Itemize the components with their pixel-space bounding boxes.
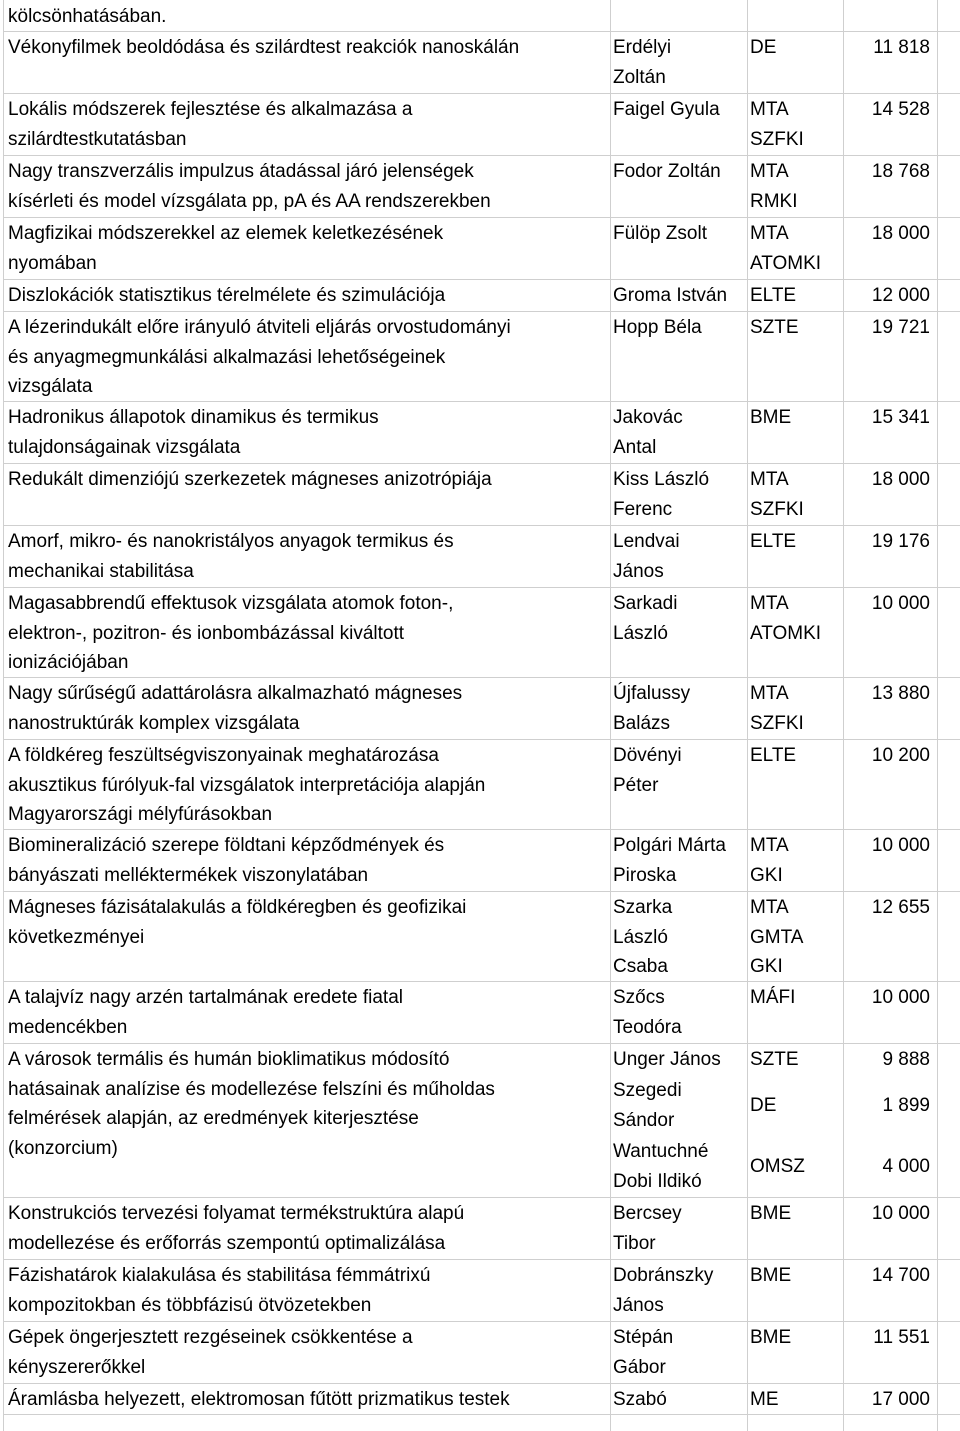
- institution: MTA RMKI: [750, 161, 798, 212]
- grant-amount: 18 000: [871, 223, 930, 244]
- grant-amount: 11 551: [873, 1327, 930, 1348]
- grant-amount: 14 700: [871, 1265, 930, 1286]
- project-title: Lokális módszerek fejlesztése és alkalmazása a szilárdtestkutatásban: [8, 99, 413, 150]
- grant-amount: 10 200: [871, 745, 930, 766]
- researcher-name: Hopp Béla: [613, 317, 702, 338]
- project-title: Hadronikus állapotok dinamikus és termikus tulajdonságainak vizsgálata: [8, 407, 379, 458]
- project-title: Mágneses fázisátalakulás a földkéregben és geofizikai következményei: [8, 897, 467, 948]
- grant-amount: 10 000: [871, 987, 930, 1008]
- row-divider: [3, 401, 960, 402]
- project-title: A lézerindukált előre irányuló átviteli eljárás orvostudományi és anyagmegmunkálási alkalmazási lehetőségeinek vizsgálata: [8, 317, 511, 397]
- researcher-name: Szabó: [613, 1389, 667, 1410]
- project-title: Diszlokációk statisztikus térelmélete és szimulációja: [8, 285, 446, 306]
- project-title: Gépek öngerjesztett rezgéseinek csökkentése a kényszererőkkel: [8, 1327, 413, 1378]
- grant-amount: 10 000: [871, 1203, 930, 1224]
- institution: MTA SZFKI: [750, 469, 804, 520]
- researcher-name: Faigel Gyula: [613, 99, 720, 120]
- row-divider: [3, 1383, 960, 1384]
- project-title: A városok termális és humán bioklimatikus módosító hatásainak analízise és modellezése felszíni és műholdas felmérések alapján, az eredmények kiterjesztése (konzorcium): [8, 1049, 495, 1159]
- researcher-name: Unger János: [613, 1049, 721, 1070]
- researcher-name: Szőcs Teodóra: [613, 987, 682, 1038]
- institution: MTA GKI: [750, 835, 789, 886]
- row-divider: [3, 981, 960, 982]
- grid-line: [610, 0, 611, 1431]
- row-divider: [3, 155, 960, 156]
- institution: OMSZ: [750, 1156, 805, 1177]
- grant-amount: 19 721: [871, 317, 930, 338]
- grid-line: [937, 0, 938, 1431]
- project-title: Magfizikai módszerekkel az elemek keletkezésének nyomában: [8, 223, 444, 274]
- institution: BME: [750, 1327, 792, 1348]
- researcher-name: Újfalussy Balázs: [613, 683, 691, 734]
- row-divider: [3, 279, 960, 280]
- grant-amount: 14 528: [871, 99, 930, 120]
- row-divider: [3, 1321, 960, 1322]
- grant-amount: 10 000: [871, 835, 930, 856]
- institution: BME: [750, 1203, 792, 1224]
- grant-amount: 4 000: [882, 1156, 930, 1177]
- grant-amount: 11 818: [873, 37, 930, 58]
- row-divider: [3, 739, 960, 740]
- row-divider: [3, 93, 960, 94]
- row-divider: [3, 891, 960, 892]
- project-title: Konstrukciós tervezési folyamat termékstruktúra alapú modellezése és erőforrás szempontú optimalizálása: [8, 1203, 465, 1254]
- row-divider: [3, 1043, 960, 1044]
- project-title: A talajvíz nagy arzén tartalmának eredete fiatal medencékben: [8, 987, 404, 1038]
- grid-line: [3, 0, 4, 1431]
- row-divider: [3, 31, 960, 32]
- project-title: Redukált dimenziójú szerkezetek mágneses anizotrópiája: [8, 469, 492, 490]
- researcher-name: Jakovác Antal: [613, 407, 683, 458]
- institution: MÁFI: [750, 987, 796, 1008]
- institution: MTA ATOMKI: [750, 593, 822, 644]
- project-title: A földkéreg feszültségviszonyainak meghatározása akusztikus fúrólyuk-fal vizsgálatok interpretációja alapján Magyarországi mélyfúrásokban: [8, 745, 486, 825]
- grant-amount: 18 000: [871, 469, 930, 490]
- institution: MTA GMTA GKI: [750, 897, 804, 977]
- project-title: Nagy sűrűségű adattárolásra alkalmazható mágneses nanostruktúrák komplex vizsgálata: [8, 683, 463, 734]
- researcher-name: Polgári Márta Piroska: [613, 835, 726, 886]
- institution: ELTE: [750, 745, 797, 766]
- project-title: Amorf, mikro- és nanokristályos anyagok termikus és mechanikai stabilitása: [8, 531, 454, 582]
- researcher-name: Sarkadi László: [613, 593, 678, 644]
- institution: DE: [750, 37, 777, 58]
- institution: ME: [750, 1389, 779, 1410]
- project-title: Fázishatárok kialakulása és stabilitása fémmátrixú kompozitokban és többfázisú ötvözetekben: [8, 1265, 431, 1316]
- researcher-name: Dövényi Péter: [613, 745, 682, 796]
- researcher-name: Wantuchné Dobi Ildikó: [613, 1141, 709, 1192]
- grant-amount: 19 176: [871, 531, 930, 552]
- institution: BME: [750, 407, 792, 428]
- grant-amount: 1 899: [882, 1095, 930, 1116]
- row-divider: [3, 677, 960, 678]
- row-divider: [3, 217, 960, 218]
- intro-text: kölcsönhatásában.: [8, 6, 167, 27]
- grant-amount: 12 000: [871, 285, 930, 306]
- project-title: Áramlásba helyezett, elektromosan fűtött prizmatikus testek: [8, 1389, 510, 1410]
- project-title: Vékonyfilmek beoldódása és szilárdtest reakciók nanoskálán: [8, 37, 520, 58]
- grant-amount: 12 655: [871, 897, 930, 918]
- row-divider: [3, 463, 960, 464]
- row-divider: [3, 1197, 960, 1198]
- project-title: Biomineralizáció szerepe földtani képződmények és bányászati melléktermékek viszonylatában: [8, 835, 445, 886]
- researcher-name: Fodor Zoltán: [613, 161, 721, 182]
- institution: MTA ATOMKI: [750, 223, 822, 274]
- researcher-name: Bercsey Tibor: [613, 1203, 682, 1254]
- institution: MTA SZFKI: [750, 683, 804, 734]
- project-title: Nagy transzverzális impulzus átadással járó jelenségek kísérleti és model vízsgálata pp, pA és AA rendszerekben: [8, 161, 491, 212]
- grant-amount: 9 888: [882, 1049, 930, 1070]
- grant-amount: 18 768: [871, 161, 930, 182]
- row-divider: [3, 525, 960, 526]
- institution: DE: [750, 1095, 777, 1116]
- researcher-name: Kiss László Ferenc: [613, 469, 710, 520]
- researcher-name: Lendvai János: [613, 531, 680, 582]
- researcher-name: Fülöp Zsolt: [613, 223, 707, 244]
- institution: BME: [750, 1265, 792, 1286]
- row-divider: [3, 311, 960, 312]
- institution: ELTE: [750, 531, 797, 552]
- grant-amount: 13 880: [871, 683, 930, 704]
- institution: SZTE: [750, 1049, 799, 1070]
- institution: SZTE: [750, 317, 799, 338]
- researcher-name: Szegedi Sándor: [613, 1080, 682, 1131]
- grant-amount: 17 000: [871, 1389, 930, 1410]
- researcher-name: Stépán Gábor: [613, 1327, 674, 1378]
- row-divider: [3, 1414, 960, 1415]
- researcher-name: Groma István: [613, 285, 728, 306]
- grant-amount: 15 341: [871, 407, 930, 428]
- researcher-name: Szarka László Csaba: [613, 897, 673, 977]
- grant-amount: 10 000: [871, 593, 930, 614]
- row-divider: [3, 587, 960, 588]
- researcher-name: Erdélyi Zoltán: [613, 37, 672, 88]
- row-divider: [3, 829, 960, 830]
- institution: ELTE: [750, 285, 797, 306]
- institution: MTA SZFKI: [750, 99, 804, 150]
- researcher-name: Dobránszky János: [613, 1265, 714, 1316]
- project-title: Magasabbrendű effektusok vizsgálata atomok foton-, elektron-, pozitron- és ionbombázással kiváltott ionizációjában: [8, 593, 454, 673]
- row-divider: [3, 1259, 960, 1260]
